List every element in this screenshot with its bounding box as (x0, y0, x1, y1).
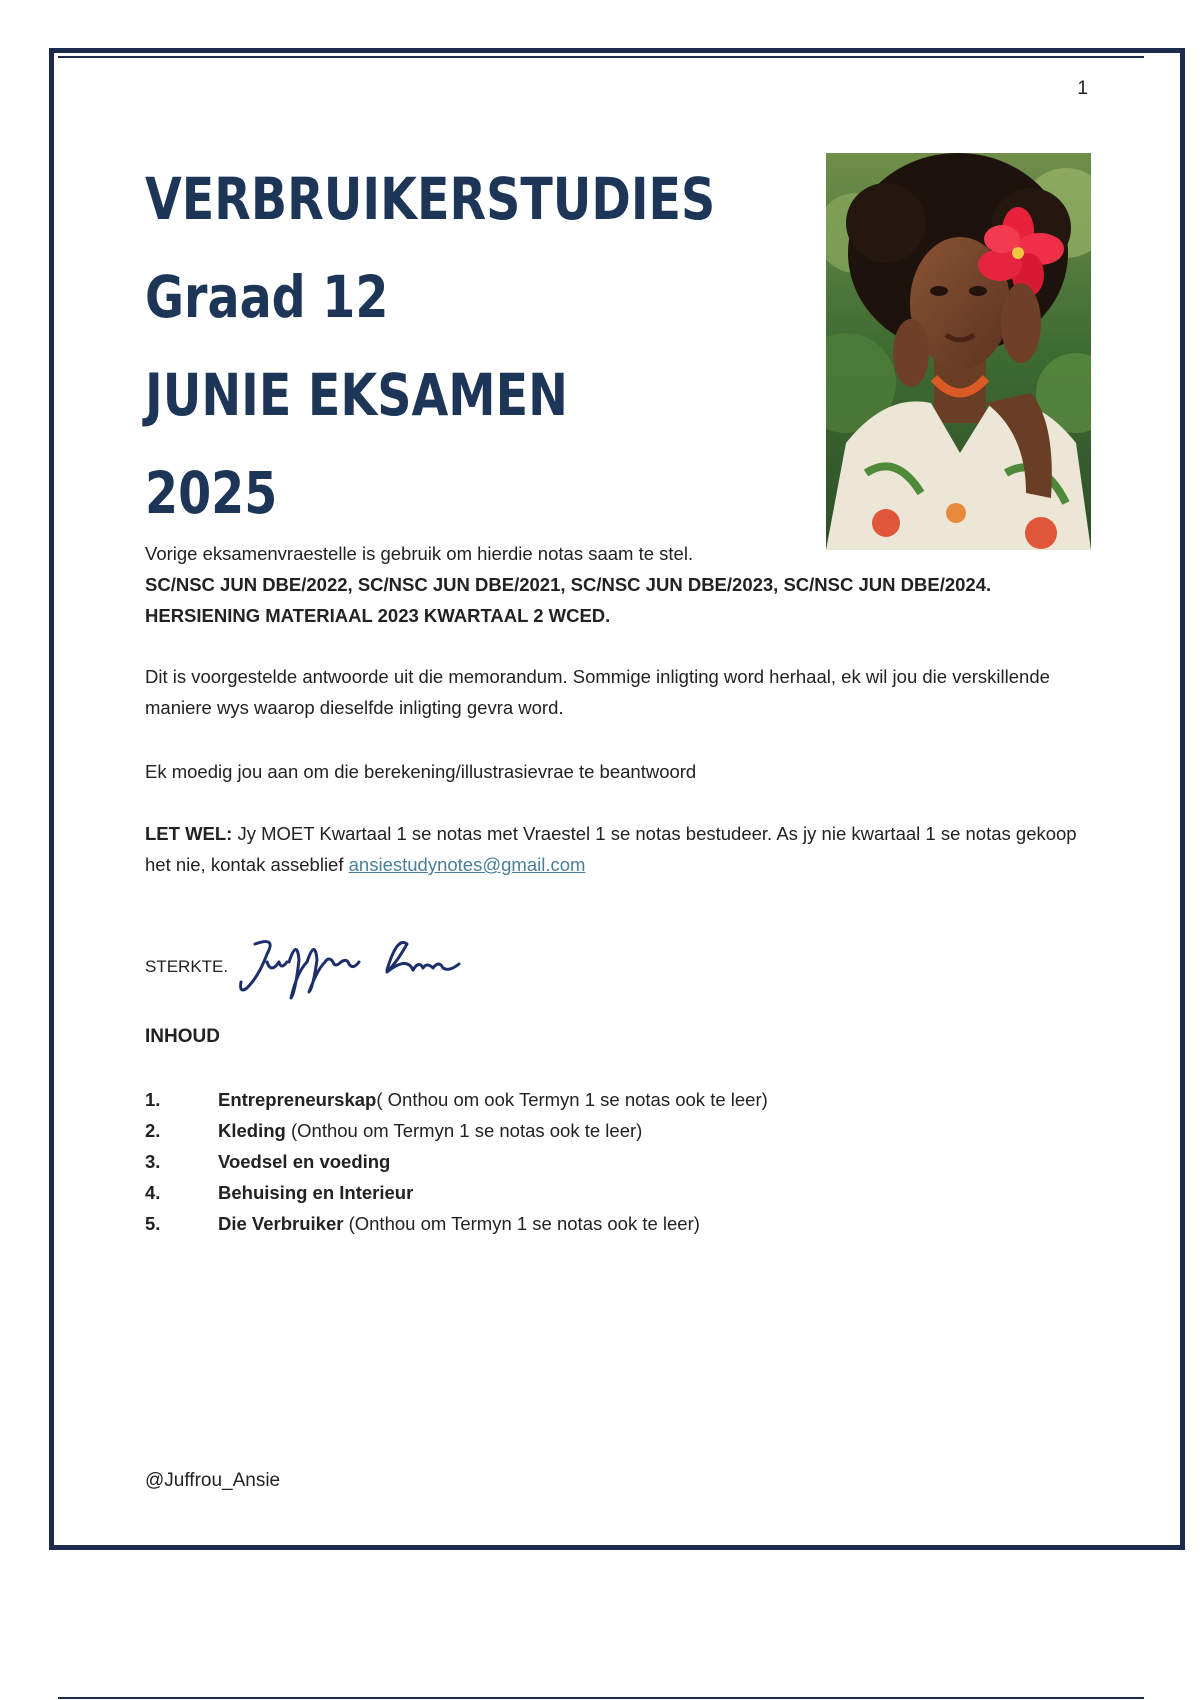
list-item (145, 1213, 1045, 1244)
encourage-paragraph: Ek moedig jou aan om die berekening/illustrasievrae te beantwoord (145, 761, 697, 782)
item-number: 3. (145, 1151, 161, 1172)
item-title: Behuising en Interieur (218, 1182, 414, 1203)
bottom-rule (58, 1697, 1144, 1699)
email-link[interactable]: ansiestudynotes@gmail.com (348, 854, 586, 875)
note-text: Jy MOET Kwartaal 1 se notas met Vraestel 1 se notas bestudeer. As jy nie kwartaal 1 se notas gekoop het nie, kontak asseblief (145, 823, 1077, 875)
signoff-label: STERKTE. (145, 957, 229, 976)
item-number: 5. (145, 1213, 161, 1234)
intro-block (145, 538, 1105, 631)
cover-photo (826, 153, 1091, 550)
title-line-subject: VERBRUIKERSTUDIES (145, 165, 716, 233)
item-note: ( Onthou om ook Termyn 1 se notas ook te leer) (376, 1089, 768, 1110)
memo-paragraph: Dit is voorgestelde antwoorde uit die memorandum. Sommige inligting word herhaal, ek wil jou die verskillende maniere wys waarop dieselfde inligting gevra word. (145, 666, 1050, 718)
item-note: (Onthou om Termyn 1 se notas ook te leer) (343, 1213, 700, 1234)
contents-list (145, 1089, 1045, 1244)
item-title: Entrepreneurskap (218, 1089, 377, 1110)
title-line-year: 2025 (145, 459, 278, 527)
footer-handle: @Juffrou_Ansie (145, 1470, 281, 1491)
item-number: 1. (145, 1089, 161, 1110)
list-item (145, 1089, 1045, 1120)
item-number: 2. (145, 1120, 161, 1141)
intro-line: Vorige eksamenvraestelle is gebruik om hierdie notas saam te stel. (145, 543, 694, 564)
item-note: (Onthou om Termyn 1 se notas ook te leer) (285, 1120, 643, 1141)
item-title: Kleding (218, 1120, 286, 1141)
contents-heading: INHOUD (145, 1026, 220, 1047)
list-item (145, 1182, 1045, 1213)
title-line-grade: Graad 12 (145, 263, 389, 331)
list-item (145, 1120, 1045, 1151)
handwritten-signature (237, 932, 467, 1002)
title-line-exam: JUNIE EKSAMEN (145, 361, 568, 429)
note-paragraph (145, 818, 1105, 880)
item-title: Die Verbruiker (218, 1213, 344, 1234)
note-label: LET WEL: (145, 823, 233, 844)
item-title: Voedsel en voeding (218, 1151, 391, 1172)
document-title (145, 150, 841, 542)
signoff (145, 932, 645, 1002)
source-papers: SC/NSC JUN DBE/2022, SC/NSC JUN DBE/2021, SC/NSC JUN DBE/2023, SC/NSC JUN DBE/2024. HERSIENING MATERIAAL 2023 KWARTAAL 2 WCED. (145, 574, 992, 626)
item-number: 4. (145, 1182, 161, 1203)
list-item (145, 1151, 1045, 1182)
page-number: 1 (1077, 78, 1088, 99)
